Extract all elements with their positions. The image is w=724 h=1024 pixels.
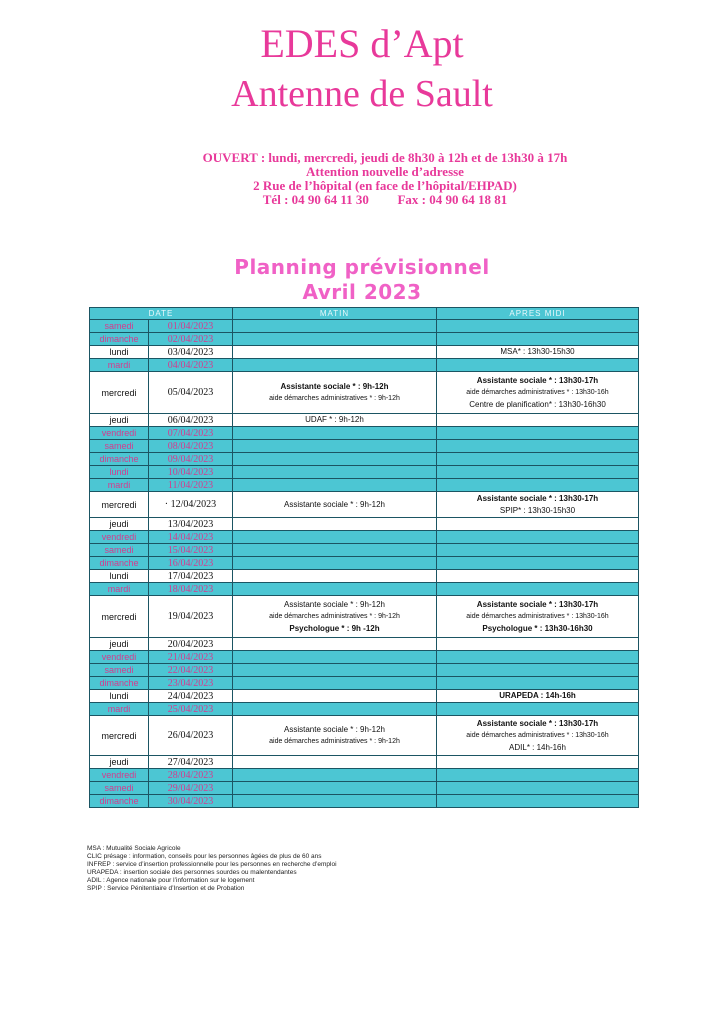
planning-title: Planning prévisionnel (234, 255, 490, 279)
table-row (90, 544, 639, 557)
morning-slot (233, 570, 437, 583)
day-cell: samedi (90, 664, 149, 677)
table-row (90, 756, 639, 769)
day-cell: vendredi (90, 427, 149, 440)
morning-slot (233, 677, 437, 690)
table-row (90, 453, 639, 466)
date-cell: 10/04/2023 (149, 466, 233, 479)
table-row (90, 664, 639, 677)
afternoon-slot (437, 769, 639, 782)
afternoon-slot (437, 440, 639, 453)
table-row (90, 466, 639, 479)
table-row (90, 677, 639, 690)
afternoon-slot (437, 703, 639, 716)
afternoon-slot (437, 372, 639, 414)
afternoon-slot (437, 638, 639, 651)
appointment-text: Assistante sociale * : 13h30-17h (476, 599, 599, 609)
day-cell: jeudi (90, 518, 149, 531)
morning-slot (233, 414, 437, 427)
day-cell: mercredi (90, 716, 149, 756)
table-row (90, 583, 639, 596)
morning-slot (233, 531, 437, 544)
table-row (90, 372, 639, 414)
afternoon-slot (437, 716, 639, 756)
date-cell: 08/04/2023 (149, 440, 233, 453)
afternoon-slot (437, 453, 639, 466)
appointment-text: aide démarches administratives * : 13h30-16h (466, 731, 609, 739)
table-row (90, 557, 639, 570)
legend-item: INFREP : service d’insertion professionnelle pour les personnes en recherche d’emploi (87, 861, 337, 868)
afternoon-slot (437, 333, 639, 346)
afternoon-slot (437, 557, 639, 570)
date-cell: 19/04/2023 (149, 596, 233, 638)
date-cell: 25/04/2023 (149, 703, 233, 716)
table-row (90, 333, 639, 346)
afternoon-slot (437, 651, 639, 664)
morning-slot (233, 716, 437, 756)
date-cell: 05/04/2023 (149, 372, 233, 414)
date-cell: 14/04/2023 (149, 531, 233, 544)
afternoon-slot (437, 479, 639, 492)
table-row (90, 320, 639, 333)
table-row (90, 492, 639, 518)
day-cell: jeudi (90, 414, 149, 427)
date-cell: 23/04/2023 (149, 677, 233, 690)
day-cell: lundi (90, 570, 149, 583)
afternoon-slot (437, 531, 639, 544)
page-title-line1: EDES d’Apt (260, 21, 464, 66)
header-matin: MATIN (233, 308, 437, 320)
table-row (90, 795, 639, 808)
legend-item: URAPEDA : insertion sociale des personnes sourdes ou malentendantes (87, 869, 297, 876)
appointment-text: aide démarches administratives * : 9h-12h (269, 612, 400, 620)
date-cell: 15/04/2023 (149, 544, 233, 557)
date-cell: 06/04/2023 (149, 414, 233, 427)
header-date: DATE (90, 308, 233, 320)
day-cell: dimanche (90, 453, 149, 466)
morning-slot (233, 453, 437, 466)
date-cell: 26/04/2023 (149, 716, 233, 756)
appointment-text: UDAF * : 9h-12h (305, 415, 364, 424)
appointment-text: aide démarches administratives * : 13h30-16h (466, 388, 609, 396)
legend-item: MSA : Mutualité Sociale Agricole (87, 845, 181, 852)
date-cell: 13/04/2023 (149, 518, 233, 531)
afternoon-slot (437, 544, 639, 557)
day-cell: mercredi (90, 492, 149, 518)
day-cell: samedi (90, 782, 149, 795)
morning-slot (233, 703, 437, 716)
date-cell: 17/04/2023 (149, 570, 233, 583)
afternoon-slot (437, 466, 639, 479)
date-cell: 28/04/2023 (149, 769, 233, 782)
day-cell: samedi (90, 544, 149, 557)
date-cell: 20/04/2023 (149, 638, 233, 651)
date-cell: 27/04/2023 (149, 756, 233, 769)
table-row (90, 769, 639, 782)
morning-slot (233, 466, 437, 479)
afternoon-slot (437, 570, 639, 583)
morning-slot (233, 756, 437, 769)
day-cell: dimanche (90, 677, 149, 690)
morning-slot (233, 440, 437, 453)
appointment-text: Assistante sociale * : 13h30-17h (476, 493, 599, 503)
address-notice: Attention nouvelle d’adresse (306, 164, 464, 179)
table-row (90, 596, 639, 638)
day-cell: vendredi (90, 531, 149, 544)
day-cell: lundi (90, 466, 149, 479)
appointment-text: MSA* : 13h30-15h30 (500, 347, 575, 356)
day-cell: mardi (90, 479, 149, 492)
phone: Tél : 04 90 64 11 30 (262, 192, 369, 207)
day-cell: dimanche (90, 795, 149, 808)
morning-slot (233, 518, 437, 531)
morning-slot (233, 583, 437, 596)
legend-item: ADIL : Agence nationale pour l’information sur le logement (87, 877, 255, 884)
date-cell: 21/04/2023 (149, 651, 233, 664)
date-cell: 18/04/2023 (149, 583, 233, 596)
table-row (90, 782, 639, 795)
morning-slot (233, 479, 437, 492)
appointment-text: SPIP* : 13h30-15h30 (499, 505, 576, 515)
afternoon-slot (437, 756, 639, 769)
date-cell: 01/04/2023 (149, 320, 233, 333)
opening-hours: OUVERT : lundi, mercredi, jeudi de 8h30 à 12h et de 13h30 à 17h (202, 150, 568, 165)
afternoon-slot (437, 359, 639, 372)
day-cell: mercredi (90, 596, 149, 638)
afternoon-slot (437, 664, 639, 677)
date-cell: 07/04/2023 (149, 427, 233, 440)
table-header-row (90, 308, 639, 320)
date-cell: 04/04/2023 (149, 359, 233, 372)
day-cell: vendredi (90, 769, 149, 782)
appointment-text: Assistante sociale * : 9h-12h (284, 599, 385, 609)
date-cell: 09/04/2023 (149, 453, 233, 466)
appointment-text: Assistante sociale * : 9h-12h (280, 381, 389, 391)
day-cell: jeudi (90, 756, 149, 769)
day-cell: lundi (90, 690, 149, 703)
day-cell: samedi (90, 320, 149, 333)
date-cell: 29/04/2023 (149, 782, 233, 795)
morning-slot (233, 690, 437, 703)
day-cell: lundi (90, 346, 149, 359)
morning-slot (233, 651, 437, 664)
date-cell: 11/04/2023 (149, 479, 233, 492)
morning-slot (233, 346, 437, 359)
contact-line (150, 192, 620, 207)
date-cell: 16/04/2023 (149, 557, 233, 570)
table-row (90, 346, 639, 359)
table-row (90, 440, 639, 453)
table-row (90, 703, 639, 716)
table-row (90, 690, 639, 703)
appointment-text: Psychologue * : 13h30-16h30 (482, 623, 593, 633)
appointment-text: Assistante sociale * : 9h-12h (284, 724, 385, 734)
morning-slot (233, 333, 437, 346)
afternoon-slot (437, 690, 639, 703)
table-row (90, 531, 639, 544)
date-cell: 30/04/2023 (149, 795, 233, 808)
date-cell: 03/04/2023 (149, 346, 233, 359)
morning-slot (233, 795, 437, 808)
table-row (90, 414, 639, 427)
planning-month: Avril 2023 (302, 280, 422, 304)
date-cell: 22/04/2023 (149, 664, 233, 677)
table-row (90, 427, 639, 440)
day-cell: mardi (90, 583, 149, 596)
table-row (90, 518, 639, 531)
morning-slot (233, 638, 437, 651)
afternoon-slot (437, 518, 639, 531)
morning-slot (233, 492, 437, 518)
morning-slot (233, 427, 437, 440)
afternoon-slot (437, 795, 639, 808)
fax: Fax : 04 90 64 18 81 (397, 192, 508, 207)
morning-slot (233, 372, 437, 414)
afternoon-slot (437, 346, 639, 359)
morning-slot (233, 782, 437, 795)
appointment-text: Psychologue * : 9h -12h (289, 623, 380, 633)
afternoon-slot (437, 782, 639, 795)
appointment-text: aide démarches administratives * : 9h-12h (269, 394, 400, 402)
table-row (90, 651, 639, 664)
afternoon-slot (437, 677, 639, 690)
appointment-text: URAPEDA : 14h-16h (499, 691, 576, 700)
morning-slot (233, 664, 437, 677)
date-cell: 24/04/2023 (149, 690, 233, 703)
afternoon-slot (437, 492, 639, 518)
afternoon-slot (437, 596, 639, 638)
table-row (90, 638, 639, 651)
address: 2 Rue de l’hôpital (en face de l’hôpital/EHPAD) (253, 178, 517, 193)
table-row (90, 359, 639, 372)
legend-item: SPIP : Service Pénitentiaire d’Insertion et de Probation (87, 885, 245, 892)
afternoon-slot (437, 583, 639, 596)
appointment-text: Assistante sociale * : 13h30-17h (476, 375, 599, 385)
morning-slot (233, 596, 437, 638)
day-cell: mardi (90, 703, 149, 716)
appointment-text: Assistante sociale * : 9h-12h (284, 499, 385, 509)
table-row (90, 570, 639, 583)
appointment-text: Assistante sociale * : 13h30-17h (476, 718, 599, 728)
appointment-text: ADIL* : 14h-16h (509, 742, 566, 752)
day-cell: samedi (90, 440, 149, 453)
appointment-text: Centre de planification* : 13h30-16h30 (469, 399, 606, 409)
planning-table (89, 307, 639, 808)
morning-slot (233, 359, 437, 372)
table-row (90, 479, 639, 492)
day-cell: dimanche (90, 333, 149, 346)
appointment-text: aide démarches administratives * : 13h30-16h (466, 612, 609, 620)
morning-slot (233, 544, 437, 557)
day-cell: vendredi (90, 651, 149, 664)
afternoon-slot (437, 414, 639, 427)
appointment-text: aide démarches administratives * : 9h-12h (269, 737, 400, 745)
day-cell: jeudi (90, 638, 149, 651)
date-cell: 02/04/2023 (149, 333, 233, 346)
morning-slot (233, 320, 437, 333)
day-cell: mardi (90, 359, 149, 372)
legend (87, 845, 337, 893)
morning-slot (233, 557, 437, 570)
legend-item: CLIC présage : information, conseils pour les personnes âgées de plus de 60 ans (87, 853, 322, 860)
afternoon-slot (437, 427, 639, 440)
day-cell: mercredi (90, 372, 149, 414)
morning-slot (233, 769, 437, 782)
afternoon-slot (437, 320, 639, 333)
table-row (90, 716, 639, 756)
day-cell: dimanche (90, 557, 149, 570)
page-title-line2: Antenne de Sault (231, 73, 493, 115)
date-cell: · 12/04/2023 (149, 492, 233, 518)
header-apres-midi: APRES MIDI (437, 308, 639, 320)
